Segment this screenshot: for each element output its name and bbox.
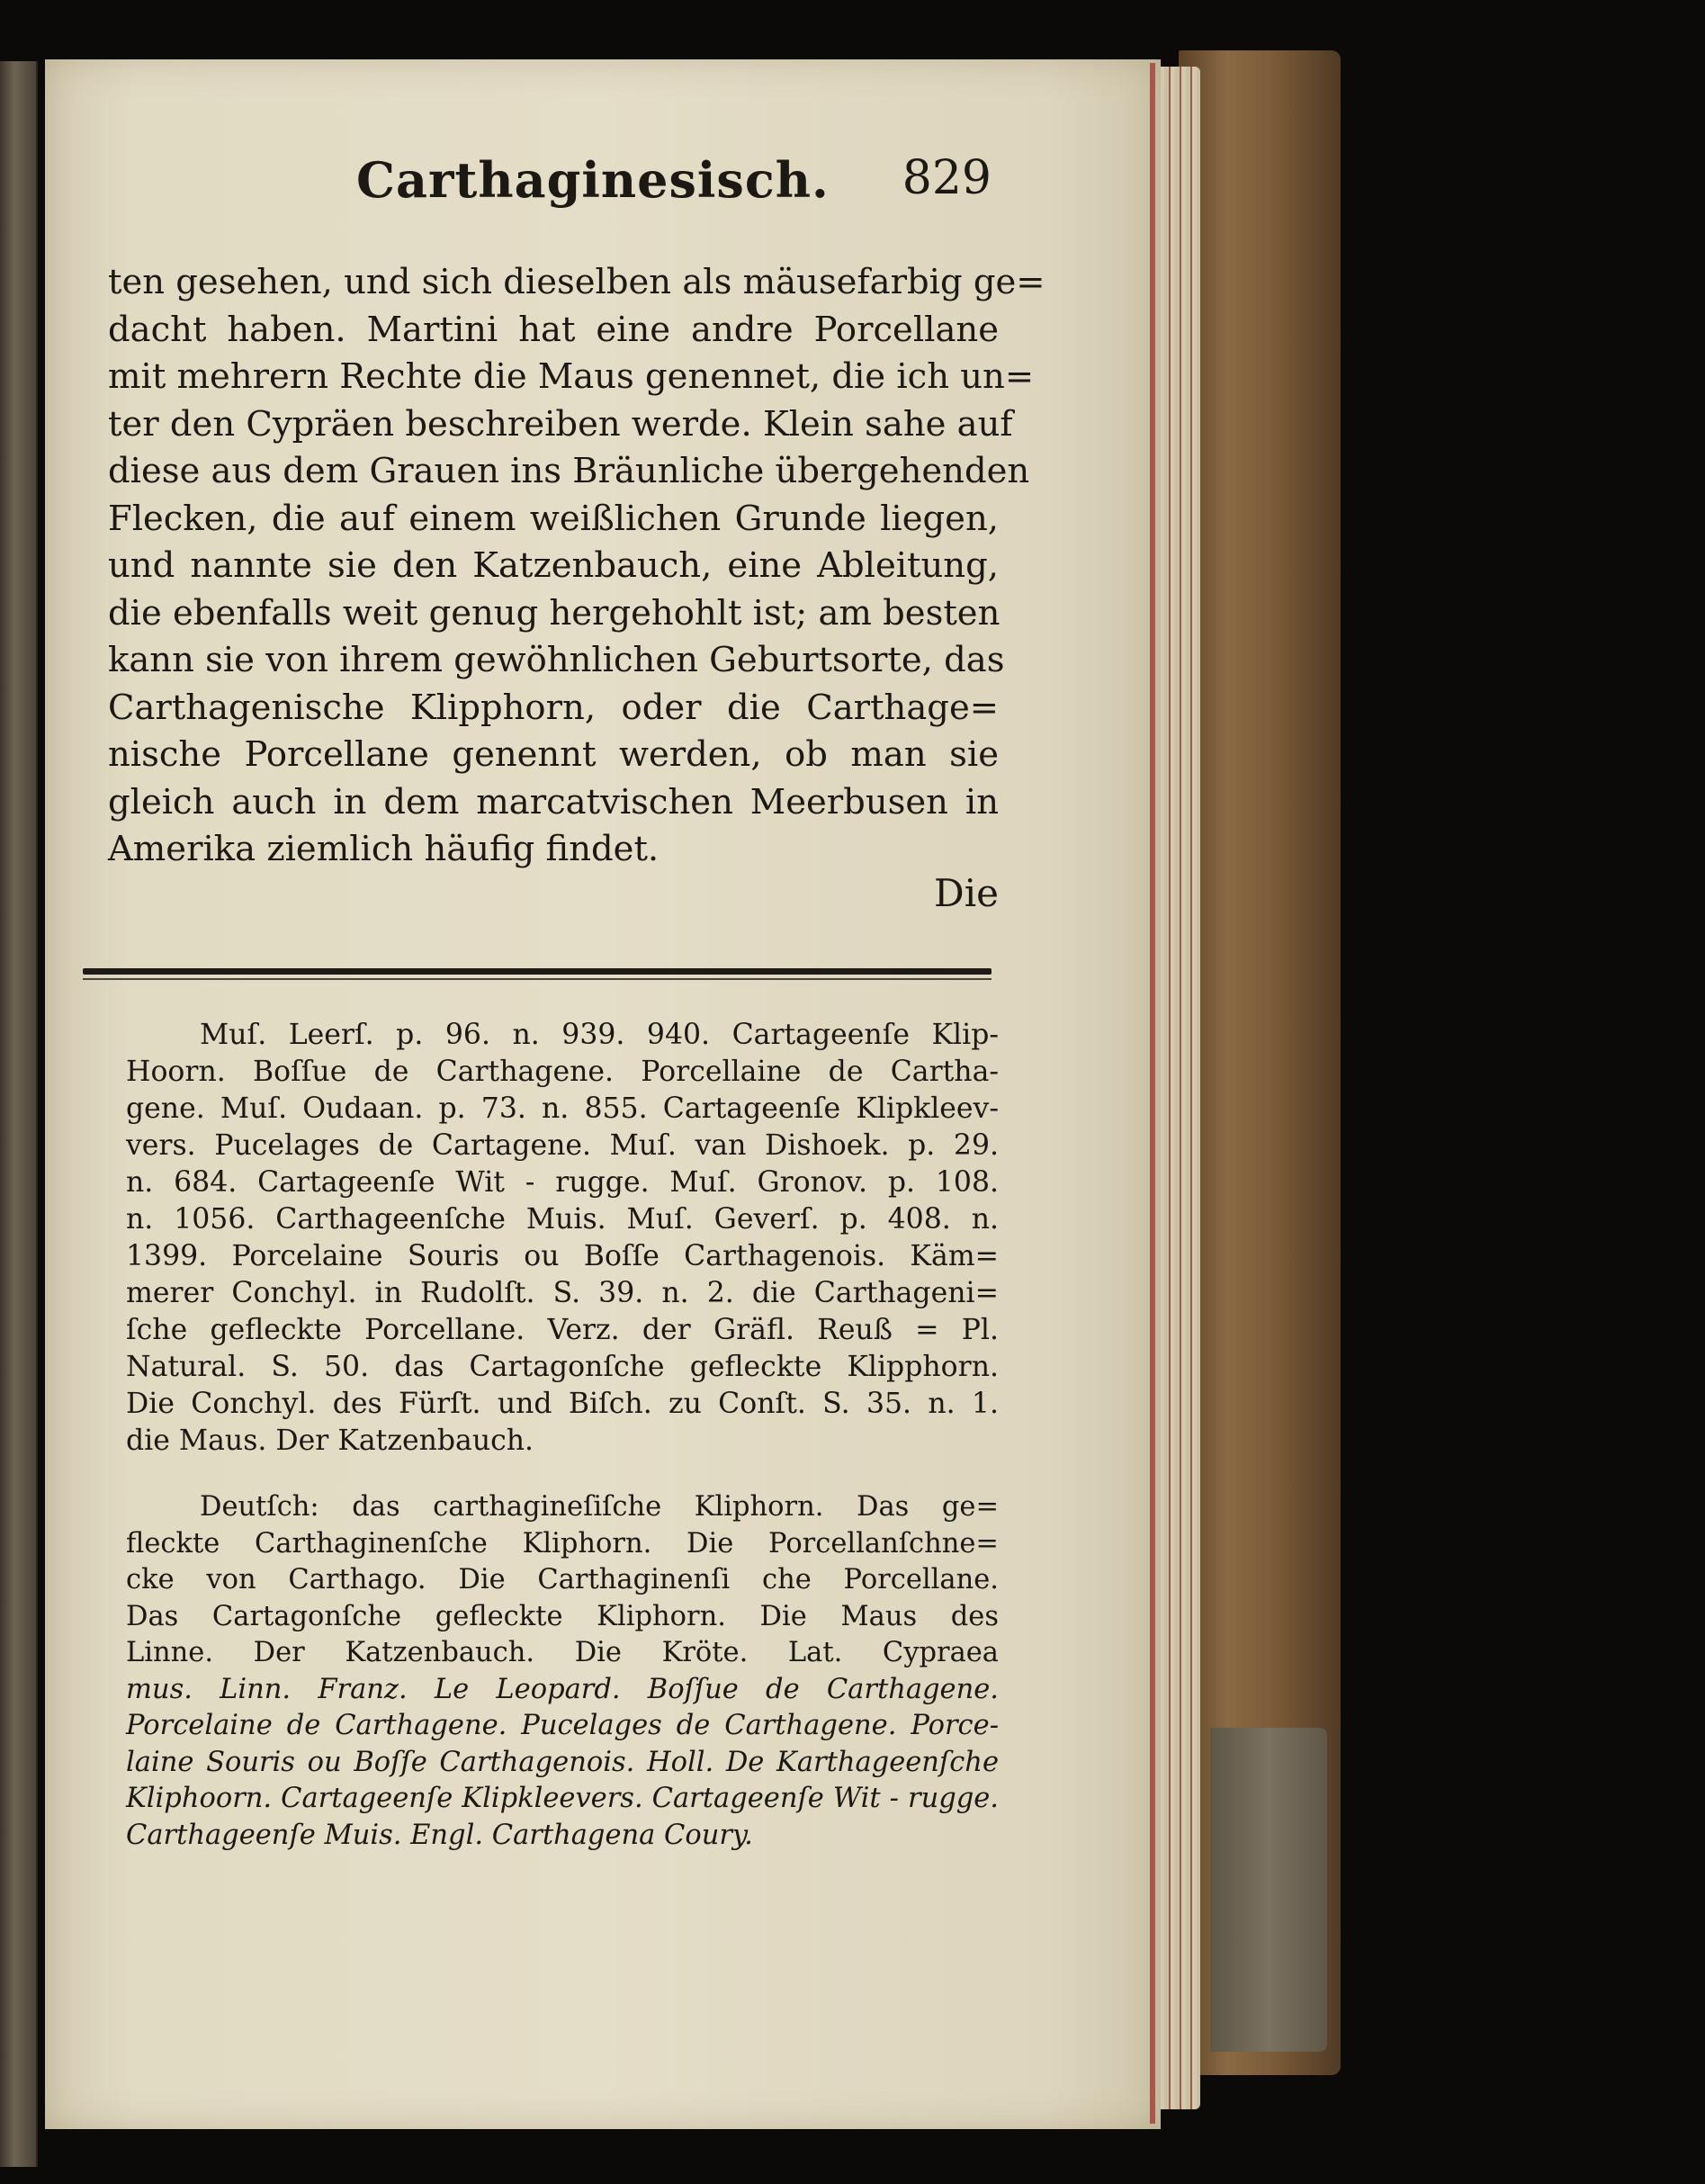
note-line: 1399. Porcelaine Souris ou Boſſe Carthagenois. Käm= (126, 1240, 999, 1272)
footnote-rule-thin (83, 978, 992, 980)
names-line: Kliphoorn. Cartageenſe Klipkleevers. Cartageenſe Wit - rugge. (126, 1783, 999, 1814)
names-line: Das Cartagonſche gefleckte Kliphorn. Die Maus des (126, 1600, 999, 1632)
book-cover-lower-board (1210, 1728, 1327, 2052)
note-line: merer Conchyl. in Rudolſt. S. 39. n. 2. die Carthageni= (126, 1277, 999, 1309)
names-line: Deutſch: das carthagineſiſche Kliphorn. Das ge= (200, 1491, 999, 1523)
note-line: n. 1056. Carthageenſche Muis. Muſ. Geverſ. p. 408. n. (126, 1203, 999, 1236)
text-line: kann sie von ihrem gewöhnlichen Geburtsorte, das (108, 640, 1005, 680)
note-line: Die Conchyl. des Fürſt. und Biſch. zu Conſt. S. 35. n. 1. (126, 1388, 999, 1420)
names-line: Porcelaine de Carthagene. Pucelages de Carthagene. Porce- (126, 1710, 999, 1741)
synonymy-notes (126, 1017, 999, 1460)
note-line: Muſ. Leerſ. p. 96. n. 939. 940. Cartageenſe Klip- (200, 1019, 999, 1051)
footnote-rule (83, 968, 992, 975)
text-line: Carthagenische Klipphorn, oder die Carthage= (108, 687, 999, 728)
text-line: mit mehrern Rechte die Maus genennet, die ich un= (108, 356, 1035, 397)
names-line: laine Souris ou Boſſe Carthagenois. Holl. De Karthageenſche (126, 1746, 999, 1778)
names-line: cke von Carthago. Die Carthaginenſi che Porcellane. (126, 1564, 999, 1595)
text-line: gleich auch in dem marcatvischen Meerbusen in (108, 781, 999, 822)
text-line: dacht haben. Martini hat eine andre Porcellane (108, 309, 999, 350)
note-line: Hoorn. Boſſue de Carthagene. Porcellaine de Cartha- (126, 1056, 999, 1088)
note-line: Natural. S. 50. das Cartagonſche gefleckte Klipphorn. (126, 1351, 999, 1383)
running-head (108, 151, 999, 214)
names-line: Linne. Der Katzenbauch. Die Kröte. Lat. Cypraea (126, 1637, 999, 1668)
facing-page-edge (0, 61, 38, 2167)
text-line: Flecken, die auf einem weißlichen Grunde liegen, (108, 498, 999, 539)
names-line: fleckte Carthaginenſche Kliphorn. Die Porcellanſchne= (126, 1527, 999, 1559)
page-number: 829 (902, 151, 992, 205)
text-line: und nannte sie den Katzenbauch, eine Ableitung, (108, 545, 999, 586)
names-line: mus. Linn. Franz. Le Leopard. Boſſue de Carthagene. (126, 1673, 999, 1705)
red-page-edge (1150, 63, 1155, 2124)
text-line: ter den Cypräen beschreiben werde. Klein sahe auf (108, 403, 1013, 445)
main-text (108, 259, 1045, 874)
text-line: die ebenfalls weit genug hergehohlt ist; am besten (108, 592, 1001, 634)
catchword: Die (934, 871, 999, 915)
running-head-title: Carthaginesisch. (356, 151, 830, 209)
vernacular-names (126, 1489, 999, 1854)
note-line: die Maus. Der Katzenbauch. (126, 1425, 534, 1457)
text-line: nische Porcellane genennt werden, ob man sie (108, 734, 999, 775)
note-line: vers. Pucelages de Cartagene. Muſ. van Dishoek. p. 29. (126, 1129, 999, 1162)
text-line: Amerika ziemlich häufig findet. (108, 829, 660, 869)
note-line: gene. Muſ. Oudaan. p. 73. n. 855. Cartageenſe Klipkleev- (126, 1092, 999, 1125)
note-line: n. 684. Cartageenſe Wit - rugge. Muſ. Gronov. p. 108. (126, 1166, 999, 1199)
note-line: ſche gefleckte Porcellane. Verz. der Gräfl. Reuß = Pl. (126, 1314, 999, 1346)
text-line: diese aus dem Grauen ins Bräunliche übergehenden (108, 451, 1030, 491)
names-line: Carthageenſe Muis. Engl. Carthagena Coury. (126, 1819, 753, 1851)
text-line: ten gesehen, und sich dieselben als mäusefarbig ge= (108, 262, 1045, 302)
